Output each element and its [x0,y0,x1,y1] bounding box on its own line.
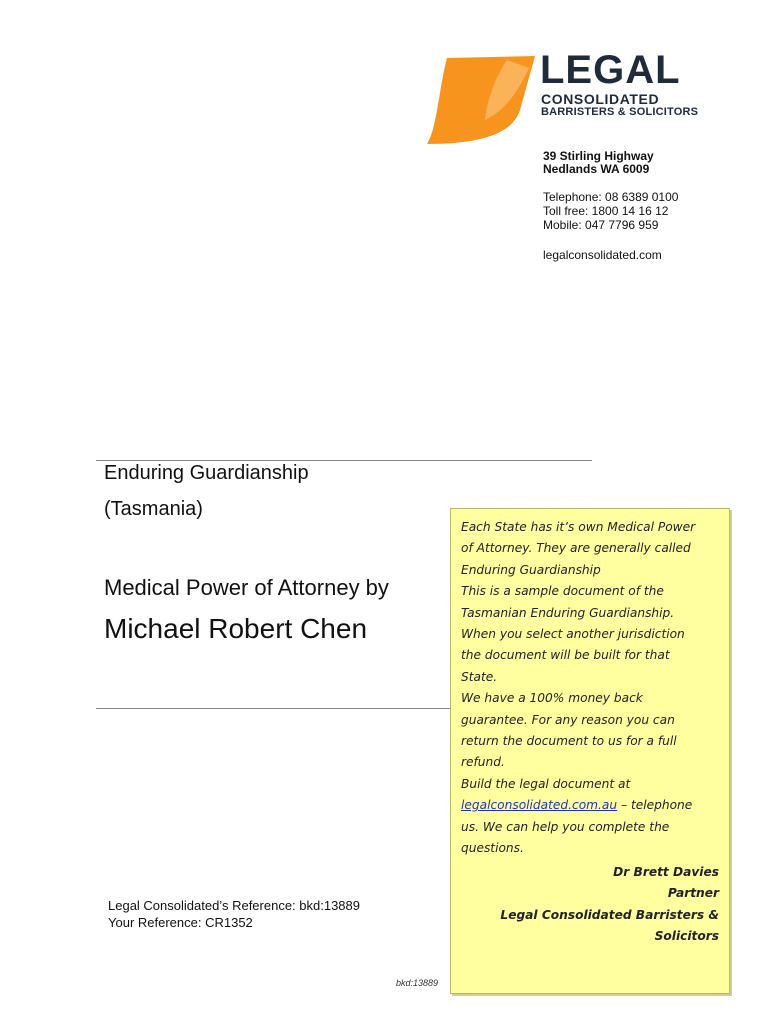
note-line: guarantee. For any reason you can [461,712,675,727]
footer-reference: bkd:13889 [396,978,439,988]
note-line: When you select another jurisdiction [461,627,685,642]
note-line: the document will be built for that [461,648,670,663]
note-line: refund. [461,755,505,770]
address-suburb: Nedlands WA 6009 [543,162,650,176]
address-telephone: Telephone: 08 6389 0100 [543,190,679,204]
your-reference: Your Reference: CR1352 [108,915,253,930]
address-mobile: Mobile: 047 7796 959 [543,218,659,232]
logo-legal-text: LEGAL [540,48,681,92]
note-line: Each State has it’s own Medical Power [461,520,696,534]
note-line: Build the legal document at [461,776,631,791]
logo-tagline: BARRISTERS & SOLICITORS [541,106,699,118]
note-line: return the document to us for a full [461,734,677,749]
address-tollfree: Toll free: 1800 14 16 12 [543,204,669,218]
our-reference: Legal Consolidated’s Reference: bkd:13889 [108,898,360,913]
note-link-line [461,795,723,816]
note-line: Tasmanian Enduring Guardianship. [461,605,675,620]
address-website: legalconsolidated.com [543,248,662,262]
document-title: Enduring Guardianship [104,462,309,484]
website-link[interactable]: legalconsolidated.com.au [461,798,618,813]
principal-name: Michael Robert Chen [104,613,368,644]
signature-firm-line-1: Legal Consolidated Barristers & [500,907,719,922]
note-telephone-text: – telephone [617,798,693,813]
signature-firm-line-2: Solicitors [654,929,719,944]
signature-name: Dr Brett Davies [613,865,719,879]
note-line: us. We can help you complete the [461,819,670,834]
note-line: State. [461,669,498,684]
sticky-note [450,508,730,994]
signature-title: Partner [667,886,719,901]
title-top-rule [96,460,592,461]
note-line: This is a sample document of the [461,584,664,599]
note-signature [500,862,719,948]
title-bottom-rule [96,708,456,709]
note-line: Enduring Guardianship [461,562,601,577]
note-line: We have a 100% money back [461,691,643,706]
logo-consolidated-text: CONSOLIDATED [541,91,660,107]
document-subtitle: Medical Power of Attorney by [104,575,389,600]
document-jurisdiction: (Tasmania) [104,498,203,520]
note-line: questions. [461,841,524,856]
note-line: of Attorney. They are generally called [461,541,691,556]
note-body [461,517,723,860]
address-street: 39 Stirling Highway [543,149,654,163]
